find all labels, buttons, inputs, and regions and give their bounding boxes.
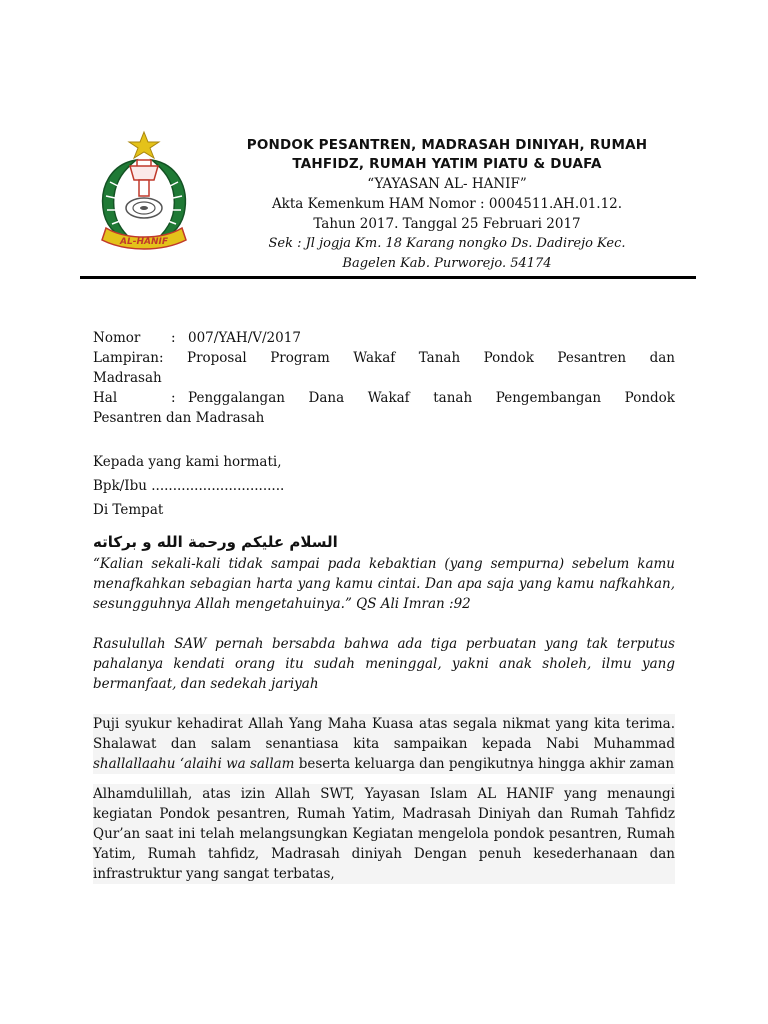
letterhead-title-line1: PONDOK PESANTREN, MADRASAH DINIYAH, RUMAH [246, 137, 648, 153]
alhamdulillah-paragraph: Alhamdulillah, atas izin Allah SWT, Yayasan Islam AL HANIF yang menaungi kegiatan Pondok pesantren, Rumah Yatim, Madrasah Diniyah dan Rumah Tahfidz Qur’an saat ini telah melangsungkan Kegiatan mengelola pondok pesantren, Rumah Yatim, Rumah tahfidz, Madrasah diniyah Dengan penuh kesederhanaan dan infrastruktur yang sangat terbatas, [93, 786, 675, 882]
letter-body [93, 328, 675, 884]
quran-quote: “Kalian sekali-kali tidak sampai pada kebaktian (yang sempurna) sebelum kamu menafkahkan sebagian harta yang kamu cintai. Dan apa saja yang kamu nafkahkan, sesungguhnya Allah mengetahuinya.” QS Ali Imran :92 [93, 556, 675, 612]
puji-text-italic: shallallaahu ‘alaihi wa sallam [93, 756, 295, 772]
recipient-greeting: Kepada yang kami hormati, [93, 454, 282, 470]
akta-date: Tahun 2017. Tanggal 25 Februari 2017 [313, 216, 581, 232]
hal-value: Penggalangan Dana Wakaf tanah Pengembangan Pondok [188, 390, 675, 406]
svg-text:AL-HANIF: AL-HANIF [120, 237, 168, 247]
nomor-colon: : [171, 330, 176, 346]
address-line1: Sek : Jl jogja Km. 18 Karang nongko Ds. Dadirejo Kec. [268, 236, 626, 251]
puji-text-end: beserta keluarga dan pengikutnya hingga akhir zaman [294, 756, 675, 772]
lampiran-line1: Lampiran: Proposal Program Wakaf Tanah Pondok Pesantren dan [93, 350, 675, 366]
hal-line2: Pesantren dan Madrasah [93, 410, 265, 426]
recipient-place: Di Tempat [93, 502, 164, 518]
header-divider [80, 276, 696, 279]
nomor-label: Nomor [93, 330, 141, 346]
puji-paragraph [93, 714, 675, 774]
akta-number: Akta Kemenkum HAM Nomor : 0004511.AH.01.12. [271, 196, 623, 212]
hal-row [93, 388, 675, 408]
yayasan-logo [92, 130, 196, 254]
nomor-row [93, 328, 675, 348]
letterhead [220, 136, 674, 274]
hal-colon: : [171, 390, 176, 406]
address-line2: Bagelen Kab. Purworejo. 54174 [342, 256, 552, 271]
salam-arabic: السلام عليكم ورحمة الله و بركاته [93, 533, 338, 551]
puji-text-start: Puji syukur kehadirat Allah Yang Maha Kuasa atas segala nikmat yang kita terima. Shalawat dan salam senantiasa kita sampaikan kepada Nabi Muhammad [93, 716, 675, 752]
mosque-emblem-icon [126, 160, 162, 218]
lampiran-line2: Madrasah [93, 370, 162, 386]
letterhead-title-line2: TAHFIDZ, RUMAH YATIM PIATU & DUAFA [292, 156, 602, 172]
star-icon [129, 132, 159, 158]
nomor-value: 007/YAH/V/2017 [188, 330, 301, 346]
recipient-name: Bpk/Ibu ............................... [93, 478, 285, 494]
hal-label: Hal [93, 390, 118, 406]
foundation-name: “YAYASAN AL- HANIF” [367, 176, 527, 192]
hadith-paragraph: Rasulullah SAW pernah bersabda bahwa ada tiga perbuatan yang tak terputus pahalanya kendati orang itu sudah meninggal, yakni anak sholeh, ilmu yang bermanfaat, dan sedekah jariyah [93, 636, 675, 692]
